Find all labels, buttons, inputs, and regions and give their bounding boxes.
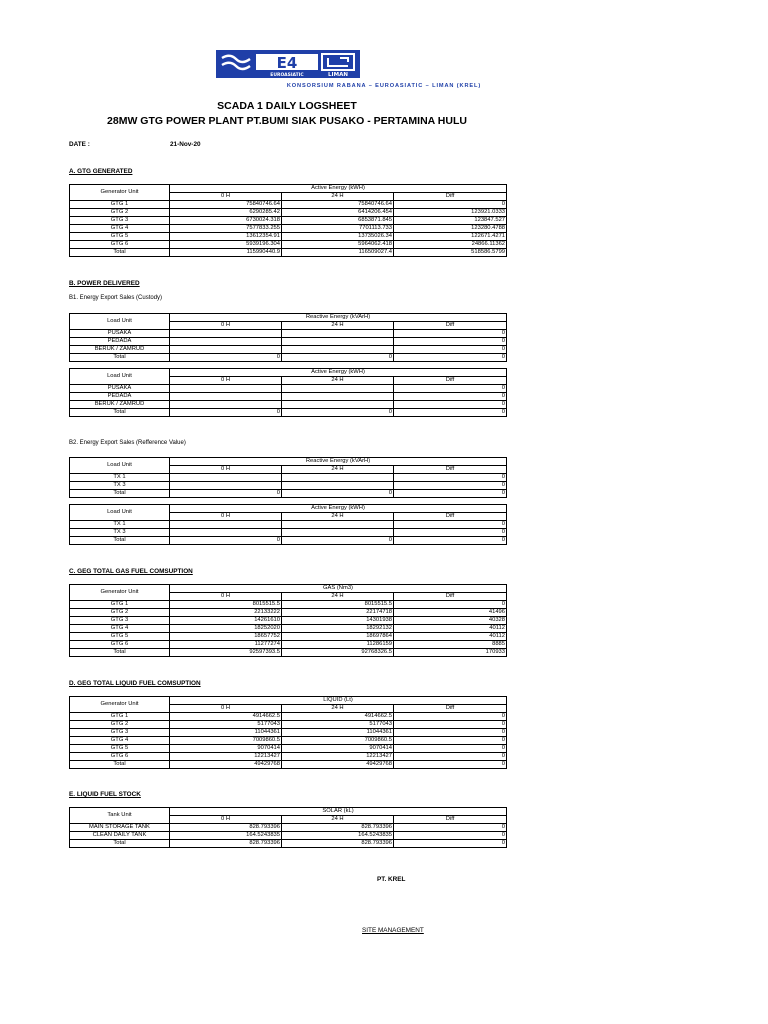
col-header: Diff (394, 513, 507, 521)
value-cell: 0 (282, 490, 394, 498)
row-label: GTG 5 (70, 233, 170, 241)
row-label: TX 3 (70, 529, 170, 537)
table-row (70, 840, 507, 848)
value-cell: 8015515.5 (170, 601, 282, 609)
value-cell (170, 346, 282, 354)
table-row (70, 753, 507, 761)
row-label: PEDADA (70, 393, 170, 401)
value-cell: 116509027.4 (282, 249, 394, 257)
table-row (70, 201, 507, 209)
value-cell (282, 474, 394, 482)
col-header: 24 H (282, 377, 394, 385)
value-cell: 0 (394, 761, 507, 769)
section-a-title: A. GTG GENERATED (69, 168, 133, 175)
col-header: 0 H (170, 593, 282, 601)
value-cell: 6290285.42 (170, 209, 282, 217)
date-value: 21-Nov-20 (170, 141, 201, 148)
custody-sales-table (69, 313, 507, 417)
value-cell: 0 (394, 601, 507, 609)
value-cell: 22133222 (170, 609, 282, 617)
col-header: 24 H (282, 466, 394, 474)
table-row (70, 633, 507, 641)
value-cell: 75840746.64 (282, 201, 394, 209)
unit-header: Load Unit (70, 505, 170, 521)
row-label: GTG 1 (70, 201, 170, 209)
col-header: 0 H (170, 322, 282, 330)
value-cell (282, 385, 394, 393)
col-header: Diff (394, 322, 507, 330)
value-cell: 9070414 (170, 745, 282, 753)
table-row (70, 249, 507, 257)
value-cell (282, 482, 394, 490)
row-label: GTG 2 (70, 609, 170, 617)
value-cell: 0 (394, 824, 507, 832)
value-cell: 0 (170, 490, 282, 498)
value-cell: 0 (394, 521, 507, 529)
unit-header: Load Unit (70, 458, 170, 474)
measure-header: SOLAR (kL) (170, 808, 507, 816)
value-cell: 11286159 (282, 641, 394, 649)
row-label: GTG 3 (70, 617, 170, 625)
measure-header: Active Energy (kWH) (170, 505, 507, 513)
table-row (70, 529, 507, 537)
section-d-title: D. GEG TOTAL LIQUID FUEL COMSUPTION (69, 680, 201, 687)
value-cell: 4914662.5 (282, 713, 394, 721)
col-header: Diff (394, 593, 507, 601)
value-cell (170, 529, 282, 537)
value-cell: 9070414 (282, 745, 394, 753)
table-row (70, 745, 507, 753)
row-label: GTG 3 (70, 729, 170, 737)
value-cell: 0 (170, 354, 282, 362)
col-header: 0 H (170, 466, 282, 474)
table-row (70, 625, 507, 633)
value-cell: 6414206.454 (282, 209, 394, 217)
table-row (70, 713, 507, 721)
measure-header: Active Energy (kWH) (170, 369, 507, 377)
row-label: GTG 3 (70, 217, 170, 225)
table-row (70, 474, 507, 482)
value-cell: 40112 (394, 625, 507, 633)
value-cell: 828.793396 (170, 824, 282, 832)
col-header: 0 H (170, 193, 282, 201)
unit-header: Load Unit (70, 369, 170, 385)
value-cell: 0 (282, 409, 394, 417)
value-cell: 40328 (394, 617, 507, 625)
row-label: Total (70, 409, 170, 417)
value-cell (282, 393, 394, 401)
col-header: Diff (394, 193, 507, 201)
table-row (70, 609, 507, 617)
unit-header: Generator Unit (70, 697, 170, 713)
value-cell: 7009860.5 (282, 737, 394, 745)
measure-header: Reactive Energy (kVArH) (170, 458, 507, 466)
value-cell: 518586.5799 (394, 249, 507, 257)
col-header: Diff (394, 816, 507, 824)
value-cell: 8015515.5 (282, 601, 394, 609)
row-label: Total (70, 490, 170, 498)
table-row (70, 225, 507, 233)
b1-title: B1. Energy Export Sales (Custody) (69, 295, 163, 301)
row-label: TX 3 (70, 482, 170, 490)
value-cell: 18252020 (170, 625, 282, 633)
table-row (70, 482, 507, 490)
table-row (70, 721, 507, 729)
value-cell: 0 (394, 745, 507, 753)
value-cell: 828.793396 (170, 840, 282, 848)
row-label: GTG 5 (70, 745, 170, 753)
value-cell (282, 529, 394, 537)
value-cell: 0 (394, 201, 507, 209)
value-cell: 123921.0333 (394, 209, 507, 217)
table-row (70, 761, 507, 769)
reference-sales-table (69, 457, 507, 545)
table-row (70, 233, 507, 241)
row-label: GTG 1 (70, 601, 170, 609)
value-cell: 0 (394, 753, 507, 761)
value-cell: 41496 (394, 609, 507, 617)
col-header: Diff (394, 705, 507, 713)
row-label: PUSAKA (70, 330, 170, 338)
row-label: BERUK / ZAMRUD (70, 401, 170, 409)
row-label: Total (70, 761, 170, 769)
value-cell: 0 (282, 354, 394, 362)
row-label: PUSAKA (70, 385, 170, 393)
table-row (70, 521, 507, 529)
fuel-stock-table (69, 807, 507, 848)
unit-header: Load Unit (70, 314, 170, 330)
value-cell (282, 401, 394, 409)
value-cell: 0 (282, 537, 394, 545)
value-cell: 11277274 (170, 641, 282, 649)
value-cell: 5177043 (170, 721, 282, 729)
b2-title: B2. Energy Export Sales (Refference Value) (69, 440, 186, 446)
unit-header: Tank Unit (70, 808, 170, 824)
value-cell: 0 (394, 354, 507, 362)
value-cell: 14301938 (282, 617, 394, 625)
value-cell: 828.793396 (282, 824, 394, 832)
table-row (70, 401, 507, 409)
table-row (70, 393, 507, 401)
liquid-consumption-table (69, 696, 507, 769)
row-label: Total (70, 649, 170, 657)
value-cell: 75840746.64 (170, 201, 282, 209)
row-label: GTG 4 (70, 737, 170, 745)
value-cell: 12213427 (170, 753, 282, 761)
row-label: GTG 4 (70, 225, 170, 233)
row-label: BERUK / ZAMRUD (70, 346, 170, 354)
value-cell: 24866.11362 (394, 241, 507, 249)
row-label: GTG 5 (70, 633, 170, 641)
row-label: GTG 6 (70, 241, 170, 249)
table-row (70, 601, 507, 609)
value-cell: 0 (170, 537, 282, 545)
value-cell: 6730024.318 (170, 217, 282, 225)
row-label: TX 1 (70, 474, 170, 482)
value-cell: 92597393.5 (170, 649, 282, 657)
value-cell: 0 (394, 385, 507, 393)
value-cell: 0 (394, 393, 507, 401)
section-b-title: B. POWER DELIVERED (69, 280, 140, 287)
value-cell: 0 (394, 721, 507, 729)
value-cell: 0 (394, 729, 507, 737)
value-cell: 11044361 (282, 729, 394, 737)
value-cell (282, 330, 394, 338)
gtg-generated-table (69, 184, 507, 257)
value-cell: 7577833.255 (170, 225, 282, 233)
row-label: CLEAN DAILY TANK (70, 832, 170, 840)
table-row (70, 241, 507, 249)
value-cell (282, 521, 394, 529)
value-cell: 13735026.34 (282, 233, 394, 241)
table-row (70, 729, 507, 737)
value-cell: 0 (394, 840, 507, 848)
value-cell: 5964062.418 (282, 241, 394, 249)
col-header: 24 H (282, 705, 394, 713)
value-cell: 0 (394, 474, 507, 482)
value-cell (282, 346, 394, 354)
gas-consumption-table (69, 584, 507, 657)
value-cell: 0 (394, 482, 507, 490)
value-cell (170, 385, 282, 393)
value-cell: 0 (394, 832, 507, 840)
table-row (70, 330, 507, 338)
logo-sub: EUROASIATIC (270, 73, 304, 78)
site-management-label: SITE MANAGEMENT (362, 927, 424, 934)
value-cell (170, 393, 282, 401)
value-cell: 12213427 (282, 753, 394, 761)
value-cell: 7701113.733 (282, 225, 394, 233)
table-row (70, 385, 507, 393)
row-label: GTG 2 (70, 209, 170, 217)
col-header: Diff (394, 466, 507, 474)
row-label: GTG 6 (70, 753, 170, 761)
col-header: 24 H (282, 593, 394, 601)
value-cell: 7009860.5 (170, 737, 282, 745)
value-cell: 0 (394, 409, 507, 417)
table-row (70, 824, 507, 832)
value-cell: 92768326.5 (282, 649, 394, 657)
col-header: Diff (394, 377, 507, 385)
value-cell: 22174718 (282, 609, 394, 617)
table-row (70, 354, 507, 362)
value-cell: 49429768 (282, 761, 394, 769)
row-label: GTG 2 (70, 721, 170, 729)
value-cell: 4914662.5 (170, 713, 282, 721)
table-row (70, 641, 507, 649)
value-cell: 0 (394, 737, 507, 745)
value-cell: 18697864 (282, 633, 394, 641)
unit-header: Generator Unit (70, 185, 170, 201)
table-row (70, 832, 507, 840)
value-cell: 18657752 (170, 633, 282, 641)
page-title: SCADA 1 DAILY LOGSHEET (217, 100, 357, 112)
measure-header: LIQUID (Lt) (170, 697, 507, 705)
row-label: GTG 6 (70, 641, 170, 649)
value-cell: 0 (394, 529, 507, 537)
value-cell (170, 330, 282, 338)
value-cell: 8885 (394, 641, 507, 649)
value-cell: 0 (394, 490, 507, 498)
value-cell: 0 (170, 409, 282, 417)
row-label: PEDADA (70, 338, 170, 346)
col-header: 24 H (282, 513, 394, 521)
krel-logo (216, 50, 360, 78)
value-cell: 40112 (394, 633, 507, 641)
row-label: GTG 1 (70, 713, 170, 721)
measure-header: Active Energy (kWH) (170, 185, 507, 193)
value-cell: 0 (394, 330, 507, 338)
table-row (70, 338, 507, 346)
value-cell: 5177043 (282, 721, 394, 729)
col-header: 0 H (170, 377, 282, 385)
value-cell (282, 338, 394, 346)
value-cell: 13612354.91 (170, 233, 282, 241)
value-cell: 0 (394, 537, 507, 545)
value-cell: 828.793396 (282, 840, 394, 848)
table-row (70, 737, 507, 745)
row-label: MAIN STORAGE TANK (70, 824, 170, 832)
unit-header: Generator Unit (70, 585, 170, 601)
col-header: 24 H (282, 322, 394, 330)
row-label: Total (70, 840, 170, 848)
section-c-title: C. GEG TOTAL GAS FUEL COMSUPTION (69, 568, 193, 575)
row-label: TX 1 (70, 521, 170, 529)
table-row (70, 617, 507, 625)
table-row (70, 490, 507, 498)
value-cell: 18292132 (282, 625, 394, 633)
value-cell: 0 (394, 713, 507, 721)
value-cell (170, 474, 282, 482)
table-row (70, 209, 507, 217)
value-cell: 164.5243835 (170, 832, 282, 840)
value-cell: 6853871.845 (282, 217, 394, 225)
col-header: 0 H (170, 816, 282, 824)
logo-text-b: LIMAN (328, 72, 348, 78)
table-row (70, 217, 507, 225)
col-header: 0 H (170, 705, 282, 713)
value-cell: 49429768 (170, 761, 282, 769)
value-cell: 0 (394, 401, 507, 409)
value-cell: 14261610 (170, 617, 282, 625)
row-label: Total (70, 249, 170, 257)
row-label: Total (70, 537, 170, 545)
measure-header: GAS (Nm3) (170, 585, 507, 593)
measure-header: Reactive Energy (kVArH) (170, 314, 507, 322)
company-signature: PT. KREL (377, 876, 406, 883)
table-row (70, 346, 507, 354)
date-label: DATE : (69, 141, 90, 148)
table-row (70, 537, 507, 545)
row-label: Total (70, 354, 170, 362)
value-cell (170, 521, 282, 529)
value-cell (170, 338, 282, 346)
value-cell: 164.5243835 (282, 832, 394, 840)
value-cell: 122671.4271 (394, 233, 507, 241)
value-cell: 115990440.9 (170, 249, 282, 257)
value-cell: 5939196.304 (170, 241, 282, 249)
logo-text-a: E4 (276, 54, 298, 72)
consortium-line: KONSORSIUM RABANA – EUROASIATIC – LIMAN (KREL) (286, 83, 482, 89)
table-row (70, 649, 507, 657)
value-cell: 11044361 (170, 729, 282, 737)
table-row (70, 409, 507, 417)
value-cell: 170933 (394, 649, 507, 657)
value-cell: 123847.527 (394, 217, 507, 225)
col-header: 0 H (170, 513, 282, 521)
value-cell: 0 (394, 346, 507, 354)
value-cell (170, 401, 282, 409)
page-subtitle: 28MW GTG POWER PLANT PT.BUMI SIAK PUSAKO - PERTAMINA HULU (107, 115, 467, 127)
row-label: GTG 4 (70, 625, 170, 633)
value-cell: 0 (394, 338, 507, 346)
value-cell (170, 482, 282, 490)
col-header: 24 H (282, 816, 394, 824)
value-cell: 123280.4788 (394, 225, 507, 233)
section-e-title: E. LIQUID FUEL STOCK (69, 791, 141, 798)
col-header: 24 H (282, 193, 394, 201)
